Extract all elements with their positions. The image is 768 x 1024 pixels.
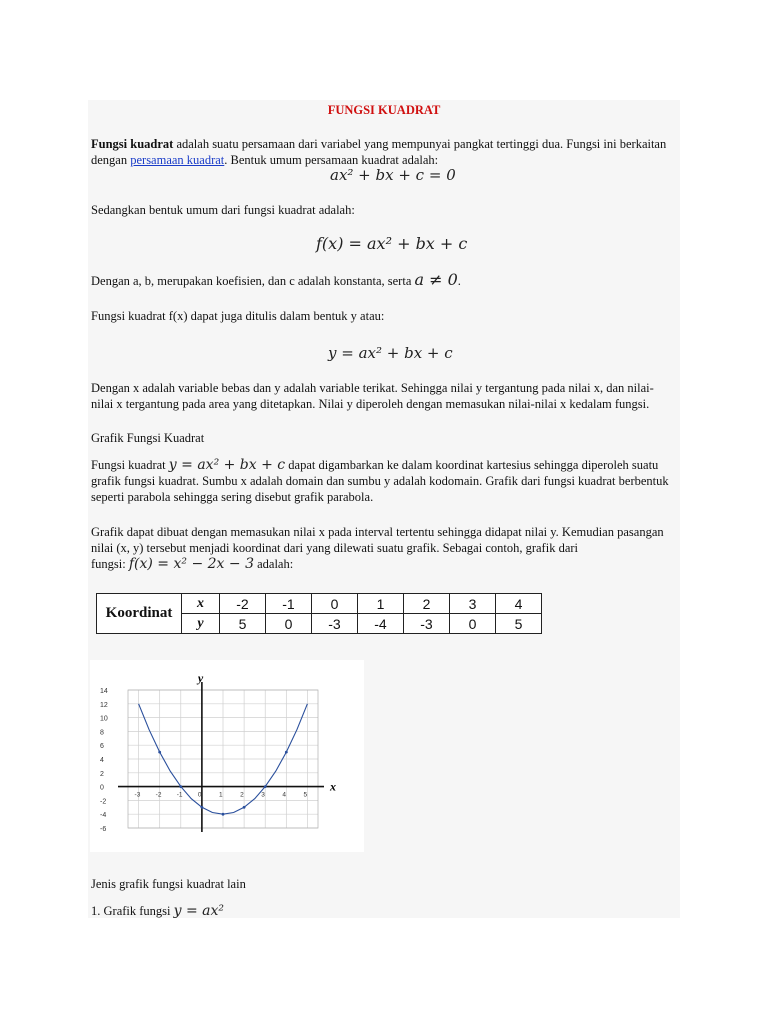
paragraph-grafik bbox=[91, 457, 681, 505]
y-tick-label: 6 bbox=[100, 743, 104, 751]
equation-example-function: f(x) = x² − 2x − 3 bbox=[128, 556, 254, 572]
example-line-2: nilai (x, y) tersebut menjadi koordinat dari yang dilewati suatu grafik. Sebagai contoh, grafik dari bbox=[91, 541, 579, 555]
variables-line-2: nilai x tergantung pada area yang ditetapkan. Nilai y diperoleh dengan memasukan nilai-nilai x kedalam fungsi. bbox=[91, 397, 650, 411]
table-cell: 0 bbox=[450, 614, 496, 634]
x-tick-label: 1 bbox=[219, 791, 223, 799]
intro-text-2: dengan bbox=[91, 153, 131, 167]
x-tick-label: -1 bbox=[176, 791, 183, 799]
list-item-1 bbox=[91, 903, 224, 919]
intro-text-3: . Bentuk umum persamaan kuadrat adalah: bbox=[224, 153, 439, 167]
table-cell: 4 bbox=[496, 594, 542, 614]
table-cell: 3 bbox=[450, 594, 496, 614]
y-axis-label: y bbox=[197, 671, 204, 685]
data-point bbox=[243, 806, 246, 809]
heading-grafik: Grafik Fungsi Kuadrat bbox=[91, 431, 205, 445]
table-cell: 2 bbox=[404, 594, 450, 614]
table-cell: 5 bbox=[220, 614, 266, 634]
variables-line-1: Dengan x adalah variable bebas dan y adalah variable terikat. Sehingga nilai y tergantung pada nilai x, dan nilai- bbox=[91, 381, 654, 395]
intro-text: adalah suatu persamaan dari variabel yang mempunyai pangkat tertinggi dua. Fungsi ini berkaitan bbox=[173, 137, 667, 151]
coefficients-period: . bbox=[457, 274, 461, 288]
grafik-line-3: seperti parabola sehingga sering disebut grafik parabola. bbox=[91, 490, 374, 504]
x-tick-label: 0 bbox=[197, 791, 202, 799]
example-line-1: Grafik dapat dibuat dengan memasukan nilai x pada interval tertentu sehingga didapat nilai y. Kemudian pasangan bbox=[91, 525, 664, 539]
heading-other-types: Jenis grafik fungsi kuadrat lain bbox=[91, 877, 246, 891]
parabola-chart bbox=[90, 660, 364, 852]
example-pre: fungsi: bbox=[91, 557, 126, 571]
x-tick-label: 3 bbox=[261, 791, 265, 799]
y-tick-label: 0 bbox=[100, 784, 104, 792]
intro-paragraph bbox=[91, 136, 681, 168]
x-tick-label: 5 bbox=[303, 791, 308, 799]
x-tick-label: -2 bbox=[155, 791, 162, 799]
x-tick-label: -3 bbox=[134, 791, 141, 799]
y-tick-label: 4 bbox=[100, 757, 104, 764]
table-cell: 1 bbox=[358, 594, 404, 614]
coordinate-table bbox=[96, 593, 542, 634]
equation-a-not-zero: a ≠ 0 bbox=[414, 270, 458, 289]
paragraph-example bbox=[91, 524, 681, 572]
y-tick-label: 2 bbox=[100, 770, 104, 778]
y-tick-label: -6 bbox=[100, 826, 107, 833]
paragraph-y-form: Fungsi kuadrat f(x) dapat juga ditulis dalam bentuk y atau: bbox=[91, 309, 385, 323]
x-axis-label: x bbox=[330, 779, 336, 794]
data-point bbox=[200, 806, 203, 809]
equation-function-form: f(x) = ax² + bx + c bbox=[316, 234, 468, 253]
table-row-x bbox=[97, 594, 542, 614]
y-tick-label: 14 bbox=[100, 688, 108, 695]
intro-bold-term: Fungsi kuadrat bbox=[91, 137, 174, 151]
y-tick-label: -2 bbox=[100, 798, 107, 806]
coefficients-text: Dengan a, b, merupakan koefisien, dan c adalah konstanta, serta bbox=[91, 274, 412, 288]
data-point bbox=[158, 751, 161, 754]
equation-y-inline: y = ax² + bx + c bbox=[168, 457, 286, 473]
item-1-text: 1. Grafik fungsi bbox=[91, 904, 171, 918]
equation-y-form: y = ax² + bx + c bbox=[328, 344, 453, 362]
data-point bbox=[264, 785, 267, 788]
y-tick-label: 8 bbox=[100, 729, 104, 737]
equation-general-quadratic: ax² + bx + c = 0 bbox=[330, 166, 456, 184]
table-label: Koordinat bbox=[97, 594, 182, 634]
y-tick-label: 12 bbox=[100, 701, 108, 709]
table-cell: -1 bbox=[266, 594, 312, 614]
parabola-graph-box bbox=[90, 660, 364, 852]
table-cell: 0 bbox=[312, 594, 358, 614]
table-cell: 5 bbox=[496, 614, 542, 634]
data-point bbox=[179, 785, 182, 788]
table-cell: 0 bbox=[266, 614, 312, 634]
table-x-label: x bbox=[182, 594, 220, 614]
paragraph-variables bbox=[91, 380, 681, 412]
grafik-text-post: dapat digambarkan ke dalam koordinat kartesius sehingga diperoleh suatu bbox=[288, 458, 659, 472]
x-tick-label: 4 bbox=[282, 791, 286, 799]
page-title: FUNGSI KUADRAT bbox=[327, 103, 441, 117]
y-tick-label: 10 bbox=[100, 715, 108, 723]
example-post: adalah: bbox=[257, 557, 294, 571]
data-point bbox=[285, 751, 288, 754]
equation-y-ax2: y = ax² bbox=[173, 903, 225, 919]
x-tick-label: 2 bbox=[240, 791, 244, 799]
paragraph-general-function: Sedangkan bentuk umum dari fungsi kuadrat adalah: bbox=[91, 203, 355, 217]
table-cell: -3 bbox=[312, 614, 358, 634]
table-cell: -4 bbox=[358, 614, 404, 634]
persamaan-kuadrat-link[interactable]: persamaan kuadrat bbox=[130, 153, 225, 167]
grafik-text-pre: Fungsi kuadrat bbox=[91, 458, 166, 472]
table-cell: -3 bbox=[404, 614, 450, 634]
table-y-label: y bbox=[182, 614, 220, 634]
paragraph-coefficients bbox=[91, 272, 461, 289]
data-point bbox=[222, 813, 225, 816]
y-tick-label: -4 bbox=[100, 812, 107, 820]
table-cell: -2 bbox=[220, 594, 266, 614]
grafik-line-2: grafik fungsi kuadrat. Sumbu x adalah domain dan sumbu y adalah kodomain. Grafik dari fungsi kuadrat berbentuk bbox=[91, 474, 669, 488]
